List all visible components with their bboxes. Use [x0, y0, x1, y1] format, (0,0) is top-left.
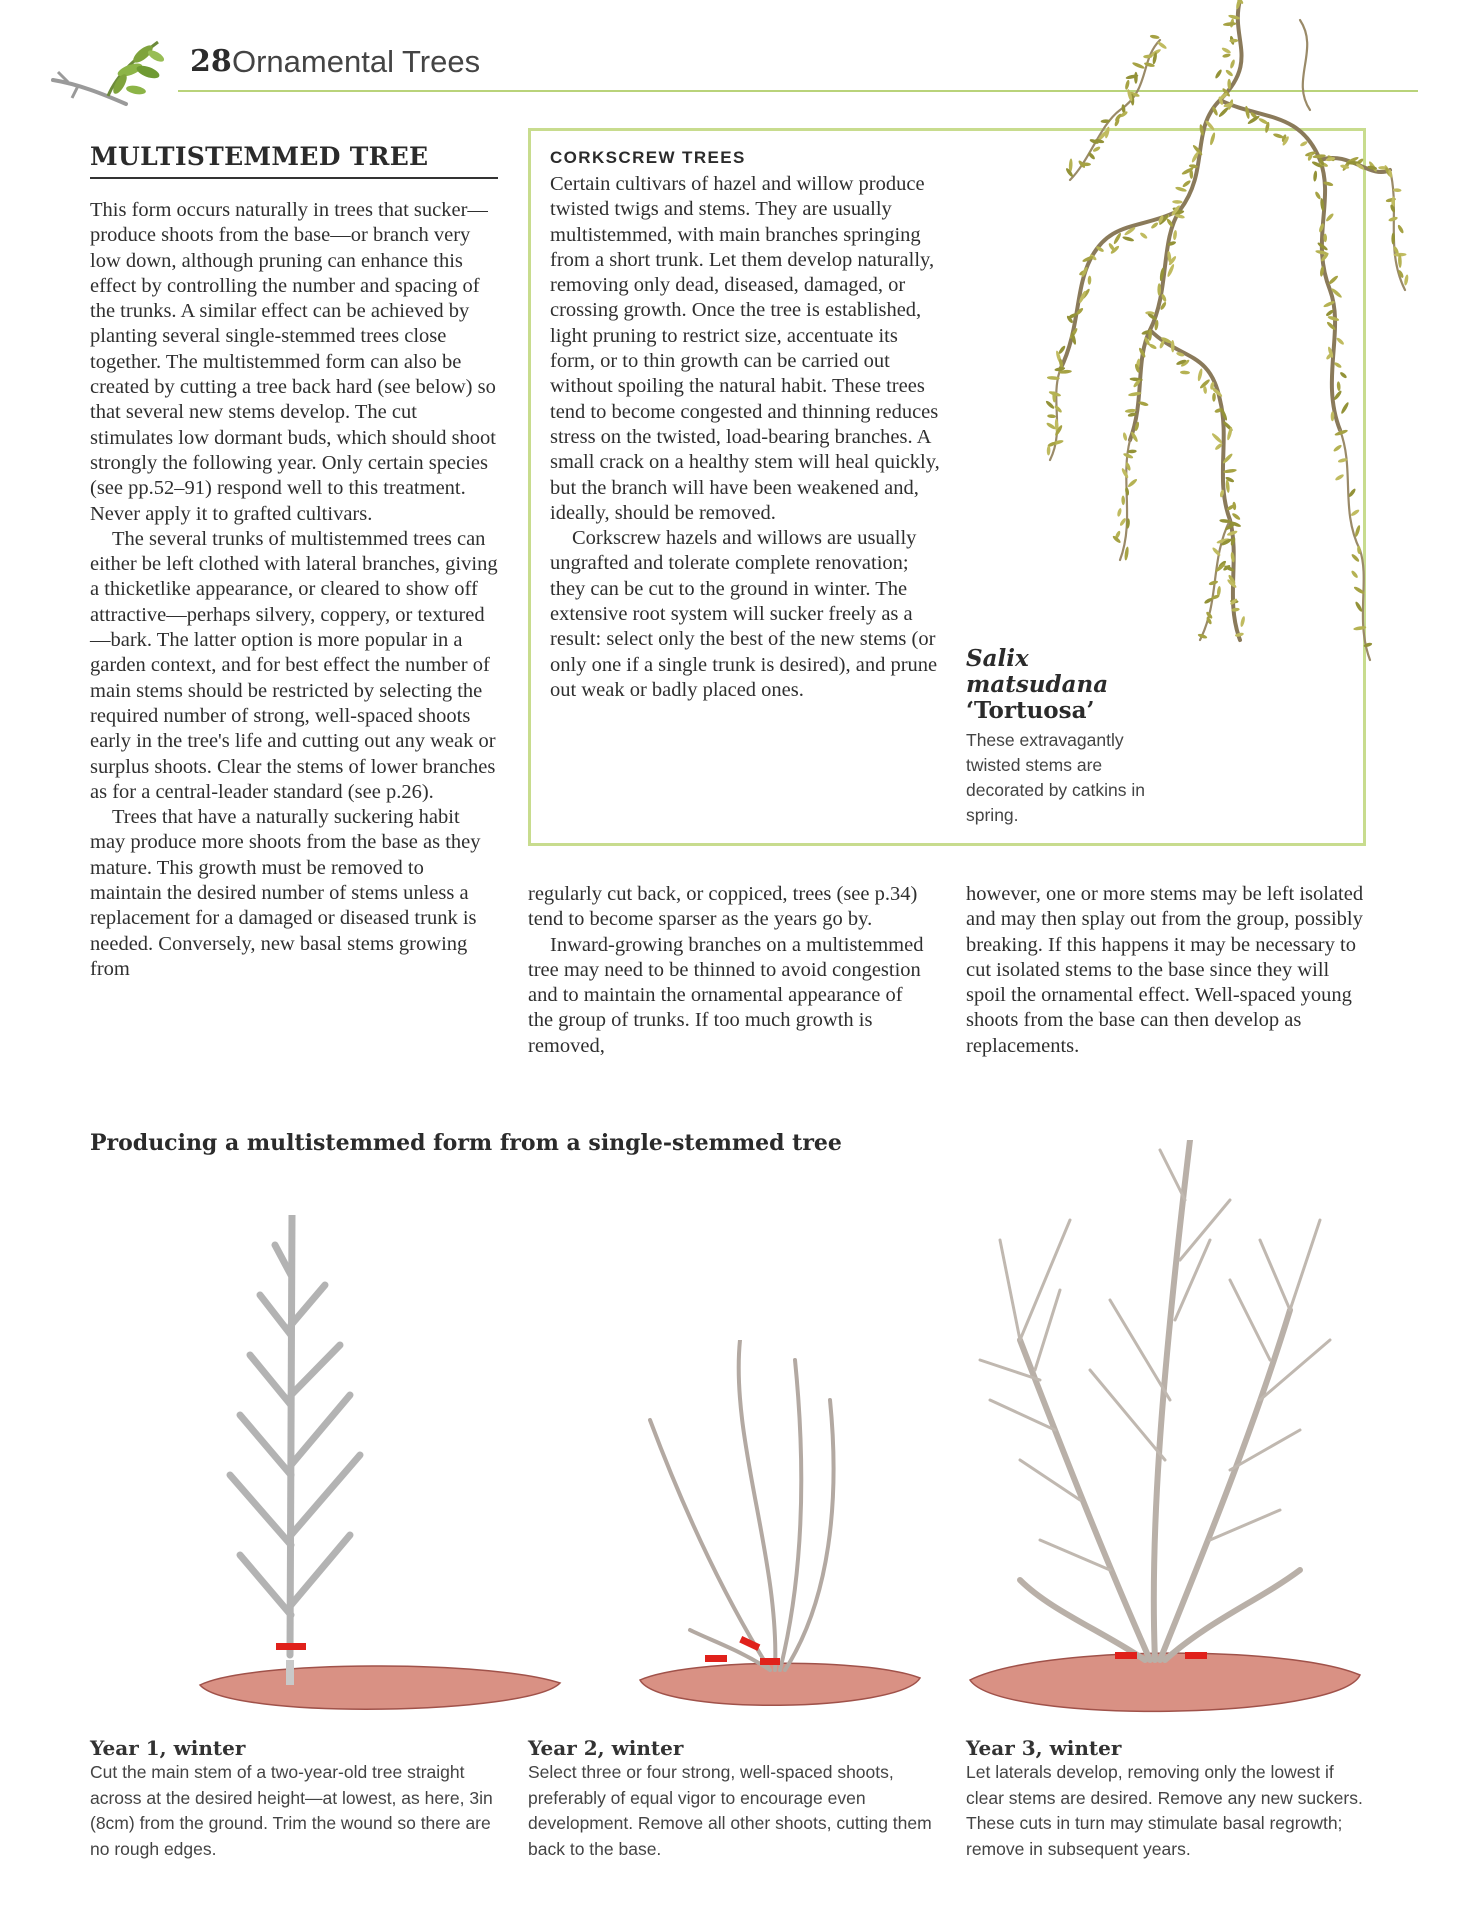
willow-leaf: [1334, 473, 1344, 481]
willow-leaf: [1336, 381, 1340, 391]
willow-leaf: [1221, 47, 1232, 55]
willow-leaf: [1125, 487, 1130, 496]
willow-leaf: [1214, 69, 1223, 80]
step-caption-year-3: [966, 1736, 1376, 1862]
willow-leaf: [1171, 340, 1175, 352]
willow-leaf: [1333, 361, 1342, 368]
paragraph: Corkscrew hazels and willows are usually ungrafted and tolerate complete renovation; they can be cut to the ground in winter. The extensive root system will sucker freely as a result: select only the best of the new stems (or only one if a single trunk is desired), and prune out weak or badly placed ones.: [550, 527, 938, 701]
willow-leaf: [1325, 212, 1335, 222]
willow-leaf: [1299, 140, 1308, 147]
paragraph: The several trunks of multistemmed trees can either be left clothed with lateral branches, giving a thicketlike appearance, or cleared to show off attractive—perhaps silvery, coppery, or textured—bark. The latter option is more popular in a garden context, and for best effect the number of main stems should be restricted by selecting the required number of strong, well-spaced shoots early in the tree's life and cutting out any weak or surplus shoots. Clear the stems of lower branches as for a central-leader standard (see p.26).: [90, 527, 498, 803]
body-column-2: [528, 882, 930, 1059]
willow-leaf: [1117, 508, 1123, 517]
running-title: Ornamental Trees: [232, 44, 481, 79]
willow-leaf: [1211, 432, 1223, 444]
willow-leaf: [1209, 132, 1216, 146]
willow-leaf: [1218, 106, 1230, 118]
corkscrew-heading: CORKSCREW TREES: [550, 148, 746, 167]
step-text: Select three or four strong, well-spaced shoots, preferably of equal vigor to encourage even development. Remove all other shoots, cutting them back to the base.: [528, 1762, 932, 1859]
willow-leaf: [1333, 444, 1343, 453]
willow-leaf: [1157, 41, 1168, 50]
body-column-1: [90, 198, 500, 982]
willow-leaf: [1124, 79, 1130, 90]
section-rule: [90, 177, 498, 179]
caption-genus: Salix: [966, 645, 1029, 672]
willow-leaf: [1397, 224, 1405, 234]
willow-leaf: [1197, 368, 1203, 381]
leafy-twig-icon: [48, 32, 168, 122]
willow-leaf: [1047, 445, 1051, 455]
willow-leaf: [1132, 61, 1146, 69]
caption-cultivar: ‘Tortuosa’: [966, 697, 1095, 724]
step-text: Let laterals develop, removing only the lowest if clear stems are desired. Remove any new suckers. These cuts in turn may stimulate basal regrowth; remove in subsequent years.: [966, 1762, 1363, 1859]
willow-leaf: [1231, 512, 1241, 521]
paragraph: This form occurs naturally in trees that sucker—produce shoots from the base—or branch very low down, although pruning can enhance this effect by controlling the number and spacing of the trunks. A similar effect can be achieved by planting several single-stemmed trees close together. The multistemmed form can also be created by cutting a tree back hard (see below) so that several new stems develop. The cut stimulates low dormant buds, which should shoot strongly the following year. Only certain species (see pp.52–91) respond well to this treatment. Never apply it to grafted cultivars.: [90, 199, 496, 525]
willow-leaf: [1229, 59, 1235, 69]
willow-leaf: [1222, 53, 1231, 58]
figure-heading: Producing a multistemmed form from a single-stemmed tree: [90, 1130, 842, 1156]
willow-leaf: [1127, 478, 1138, 488]
cut-mark: [276, 1643, 306, 1650]
tree-illustration-year-2: [630, 1340, 930, 1720]
step-title: Year 1, winter: [90, 1736, 246, 1760]
step-caption-year-1: [90, 1736, 500, 1862]
step-caption-year-2: [528, 1736, 938, 1862]
willow-leaf: [1125, 408, 1137, 413]
willow-leaf: [1182, 179, 1192, 188]
cut-mark: [1185, 1652, 1207, 1659]
stump: [286, 1660, 294, 1685]
cut-mark: [760, 1658, 780, 1665]
main-stems: [1020, 1140, 1300, 1660]
willow-leaf: [1175, 186, 1187, 193]
corkscrew-text: [550, 172, 940, 703]
willow-leaf: [1313, 170, 1318, 181]
willow-leaf: [1180, 370, 1190, 374]
paragraph: Certain cultivars of hazel and willow produce twisted twigs and stems. They are usually multistemmed, with main branches springing from a short trunk. Let them develop naturally, removing only dead, diseased, damaged, or crossing growth. Once the tree is established, light pruning to restrict size, accentuate its form, or to thin growth can be carried out without spoiling the natural habit. These trees tend to become congested and thinning reduces stress on the twisted, load-bearing branches. A small crack on a healthy stem will heal quickly, but the branch will have been weakened and, ideally, should be removed.: [550, 173, 940, 524]
willow-leaf: [1350, 570, 1359, 579]
willow-leaf: [1336, 337, 1345, 346]
willow-leaf: [1340, 401, 1350, 414]
willow-leaf: [1121, 495, 1125, 505]
willow-leaf: [1088, 276, 1092, 285]
paragraph: Trees that have a naturally suckering habit may produce more shoots from the base as they mature. This growth must be removed to maintain the desired number of stems unless a replacement for a damaged or diseased trunk is needed. Conversely, new basal stems growing from: [90, 806, 481, 980]
willow-leaf: [1339, 371, 1348, 379]
willow-leaf: [1314, 191, 1322, 200]
tree-illustration-year-3: [960, 1140, 1370, 1720]
willow-leaf: [1054, 404, 1063, 413]
step-title: Year 3, winter: [966, 1736, 1122, 1760]
willow-leaf: [1404, 274, 1409, 286]
soil-mound: [200, 1666, 560, 1709]
willow-leaf: [1333, 390, 1343, 401]
willow-leaf: [1212, 393, 1216, 402]
paragraph: Inward-growing branches on a multistemmed tree may need to be thinned to avoid congestion and to maintain the ornamental appearance of the group of trunks. If too much growth is removed,: [528, 933, 924, 1057]
willow-leaf: [1331, 411, 1335, 421]
body-column-3: [966, 882, 1366, 1059]
willow-leaf: [1240, 616, 1246, 628]
section-heading: MULTISTEMMED TREE: [90, 142, 429, 171]
willow-leaf: [1223, 468, 1237, 473]
page-number: 28: [190, 44, 232, 79]
young-shoots: [650, 1340, 834, 1670]
willow-leaf: [1047, 414, 1056, 418]
willow-leaf: [1173, 230, 1178, 241]
willow-leaf: [1122, 235, 1135, 242]
willow-leaf: [1157, 283, 1161, 296]
willow-leaf: [1389, 204, 1396, 213]
willow-leaf: [1122, 432, 1128, 441]
paragraph: however, one or more stems may be left isolated and may then splay out from the group, possibly breaking. If this happens it may be necessary to cut isolated stems to the base since they will spoil the ornamental effect. Well-spaced young shoots from the base can then develop as replacements.: [966, 883, 1364, 1057]
paragraph: regularly cut back, or coppiced, trees (see p.34) tend to become sparser as the years go by.: [528, 883, 918, 931]
willow-leaf: [1172, 200, 1183, 204]
caption-body: These extravagantly twisted stems are decorated by catkins in spring.: [966, 730, 1145, 825]
willow-leaf: [1139, 232, 1148, 240]
willow-leaf: [1225, 69, 1234, 77]
step-text: Cut the main stem of a two-year-old tree straight across at the desired height—at lowest, as here, 3in (8cm) from the ground. Trim the wound so there are no rough edges.: [90, 1762, 493, 1859]
pruned-tree-outline: [230, 1215, 360, 1655]
willow-leaf: [1351, 553, 1361, 563]
cut-mark: [1115, 1652, 1137, 1659]
willow-leaf: [1223, 22, 1237, 27]
caption-title: [966, 646, 1108, 724]
willow-leaf: [1227, 79, 1231, 90]
caption-species: matsudana: [966, 671, 1109, 698]
cut-mark: [705, 1655, 727, 1662]
header-logo: [48, 32, 168, 122]
step-title: Year 2, winter: [528, 1736, 684, 1760]
willow-leaf: [1328, 275, 1339, 286]
willow-leaf: [1166, 263, 1175, 277]
willow-leaf: [1350, 509, 1360, 517]
willow-leaf: [1150, 34, 1160, 39]
tree-illustration-year-1: [190, 1215, 570, 1725]
willow-leaf: [1124, 546, 1130, 560]
willow-leaves: [1045, 0, 1409, 648]
